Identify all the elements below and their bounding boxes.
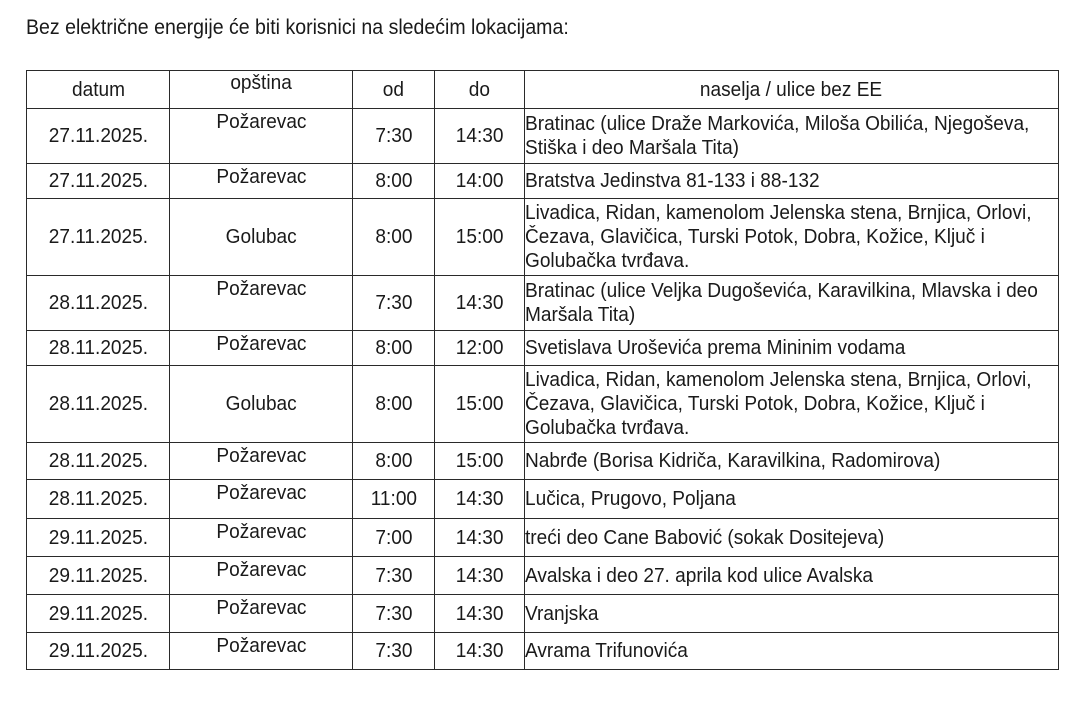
table-row bbox=[27, 164, 1059, 199]
cell-date: 28.11.2025. bbox=[27, 276, 170, 331]
table-row bbox=[27, 519, 1059, 557]
cell-municipality: Požarevac bbox=[170, 480, 353, 519]
cell-municipality: Požarevac bbox=[170, 595, 353, 633]
cell-to: 14:30 bbox=[435, 557, 525, 595]
cell-date: 28.11.2025. bbox=[27, 366, 170, 443]
table-row bbox=[27, 199, 1059, 276]
cell-settlements: Bratstva Jedinstva 81-133 i 88-132 bbox=[525, 164, 1059, 199]
cell-from: 7:30 bbox=[353, 109, 435, 164]
cell-date: 29.11.2025. bbox=[27, 519, 170, 557]
cell-municipality: Požarevac bbox=[170, 331, 353, 366]
cell-settlements: Vranjska bbox=[525, 595, 1059, 633]
header-settlements: naselja / ulice bez EE bbox=[525, 71, 1059, 109]
cell-municipality: Požarevac bbox=[170, 109, 353, 164]
cell-settlements: Bratinac (ulice Draže Markovića, Miloša Obilića, Njegoševa, Stiška i deo Maršala Tita) bbox=[525, 109, 1059, 164]
cell-to: 15:00 bbox=[435, 199, 525, 276]
cell-settlements: Avrama Trifunovića bbox=[525, 633, 1059, 670]
cell-from: 7:30 bbox=[353, 595, 435, 633]
table-row bbox=[27, 557, 1059, 595]
cell-from: 7:30 bbox=[353, 557, 435, 595]
cell-from: 7:00 bbox=[353, 519, 435, 557]
cell-to: 14:30 bbox=[435, 519, 525, 557]
cell-to: 14:30 bbox=[435, 633, 525, 670]
cell-date: 27.11.2025. bbox=[27, 199, 170, 276]
header-to: do bbox=[435, 71, 525, 109]
cell-settlements: Livadica, Ridan, kamenolom Jelenska stena, Brnjica, Orlovi, Čezava, Glavičica, Turski Potok, Dobra, Kožice, Ključ i Golubačka tvrđava. bbox=[525, 366, 1059, 443]
cell-to: 15:00 bbox=[435, 443, 525, 480]
cell-to: 14:30 bbox=[435, 595, 525, 633]
table-row bbox=[27, 109, 1059, 164]
page-heading: Bez električne energije će biti korisnici na sledećim lokacijama: bbox=[26, 16, 569, 39]
cell-from: 11:00 bbox=[353, 480, 435, 519]
cell-date: 27.11.2025. bbox=[27, 164, 170, 199]
cell-municipality: Požarevac bbox=[170, 519, 353, 557]
header-municipality: opština bbox=[170, 71, 353, 109]
header-from: od bbox=[353, 71, 435, 109]
cell-to: 14:30 bbox=[435, 109, 525, 164]
table-row bbox=[27, 331, 1059, 366]
cell-date: 29.11.2025. bbox=[27, 557, 170, 595]
table-header-row bbox=[27, 71, 1059, 109]
cell-date: 28.11.2025. bbox=[27, 331, 170, 366]
cell-settlements: Avalska i deo 27. aprila kod ulice Avalska bbox=[525, 557, 1059, 595]
header-date: datum bbox=[27, 71, 170, 109]
cell-municipality: Požarevac bbox=[170, 276, 353, 331]
cell-to: 14:30 bbox=[435, 276, 525, 331]
cell-from: 8:00 bbox=[353, 164, 435, 199]
table-row bbox=[27, 276, 1059, 331]
cell-from: 8:00 bbox=[353, 331, 435, 366]
cell-to: 14:00 bbox=[435, 164, 525, 199]
cell-settlements: treći deo Cane Babović (sokak Dositejeva) bbox=[525, 519, 1059, 557]
cell-date: 28.11.2025. bbox=[27, 443, 170, 480]
cell-date: 28.11.2025. bbox=[27, 480, 170, 519]
cell-to: 14:30 bbox=[435, 480, 525, 519]
cell-date: 29.11.2025. bbox=[27, 633, 170, 670]
cell-from: 7:30 bbox=[353, 633, 435, 670]
cell-from: 8:00 bbox=[353, 443, 435, 480]
cell-municipality: Požarevac bbox=[170, 164, 353, 199]
cell-municipality: Požarevac bbox=[170, 443, 353, 480]
cell-to: 12:00 bbox=[435, 331, 525, 366]
cell-from: 7:30 bbox=[353, 276, 435, 331]
cell-municipality: Požarevac bbox=[170, 633, 353, 670]
outage-table bbox=[26, 70, 1059, 670]
cell-municipality: Golubac bbox=[170, 199, 353, 276]
cell-settlements: Lučica, Prugovo, Poljana bbox=[525, 480, 1059, 519]
cell-from: 8:00 bbox=[353, 199, 435, 276]
cell-settlements: Bratinac (ulice Veljka Dugoševića, Karavilkina, Mlavska i deo Maršala Tita) bbox=[525, 276, 1059, 331]
table-row bbox=[27, 366, 1059, 443]
cell-date: 27.11.2025. bbox=[27, 109, 170, 164]
cell-settlements: Livadica, Ridan, kamenolom Jelenska stena, Brnjica, Orlovi, Čezava, Glavičica, Turski Potok, Dobra, Kožice, Ključ i Golubačka tvrđava. bbox=[525, 199, 1059, 276]
cell-date: 29.11.2025. bbox=[27, 595, 170, 633]
table-row bbox=[27, 443, 1059, 480]
cell-settlements: Svetislava Uroševića prema Mininim vodama bbox=[525, 331, 1059, 366]
cell-settlements: Nabrđe (Borisa Kidriča, Karavilkina, Radomirova) bbox=[525, 443, 1059, 480]
cell-municipality: Golubac bbox=[170, 366, 353, 443]
cell-from: 8:00 bbox=[353, 366, 435, 443]
cell-to: 15:00 bbox=[435, 366, 525, 443]
table-row bbox=[27, 633, 1059, 670]
table-row bbox=[27, 480, 1059, 519]
cell-municipality: Požarevac bbox=[170, 557, 353, 595]
table-row bbox=[27, 595, 1059, 633]
